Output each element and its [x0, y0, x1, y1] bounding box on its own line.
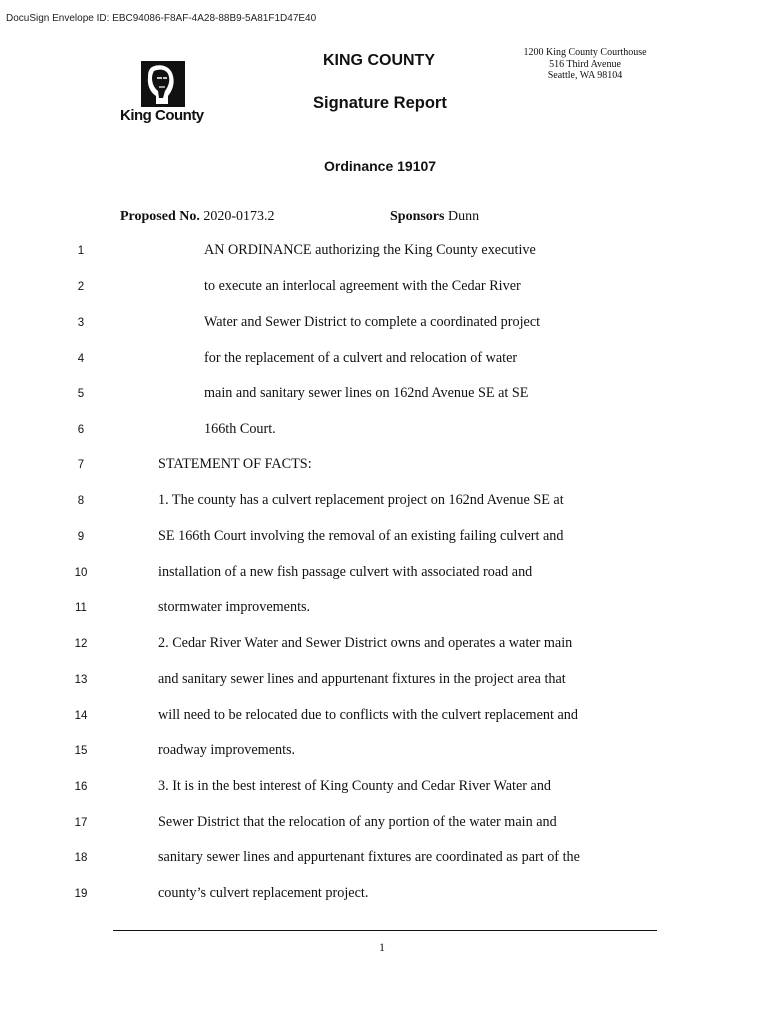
body-line: stormwater improvements.	[158, 599, 311, 615]
line-number: 17	[74, 817, 88, 829]
line-number: 16	[74, 781, 88, 793]
body-line: to execute an interlocal agreement with the Cedar River	[204, 278, 521, 294]
body-line: roadway improvements.	[158, 742, 296, 758]
page-number: 1	[379, 940, 385, 954]
body-line: AN ORDINANCE authorizing the King County executive	[204, 242, 536, 258]
line-number: 3	[77, 317, 85, 329]
footer-divider	[113, 930, 657, 931]
proposed-label: Proposed No.	[120, 209, 200, 224]
body-line: Sewer District that the relocation of any portion of the water main and	[158, 814, 557, 830]
sponsors-value: Dunn	[447, 209, 480, 224]
logo-wordmark: King County	[120, 107, 204, 124]
line-number: 13	[74, 674, 88, 686]
envelope-id: DocuSign Envelope ID: EBC94086-F8AF-4A28-88B9-5A81F1D47E40	[6, 13, 317, 24]
body-line: 2. Cedar River Water and Sewer District owns and operates a water main	[158, 635, 573, 651]
line-number: 18	[74, 852, 88, 864]
body-line: for the replacement of a culvert and relocation of water	[204, 350, 518, 366]
body-line: sanitary sewer lines and appurtenant fixtures are coordinated as part of the	[158, 849, 580, 865]
line-number: 10	[74, 567, 88, 579]
address-line: 1200 King County Courthouse	[523, 47, 647, 58]
body-line: STATEMENT OF FACTS:	[158, 456, 312, 472]
line-number: 12	[74, 638, 88, 650]
line-number: 2	[77, 281, 85, 293]
line-number: 14	[74, 710, 88, 722]
line-number: 4	[77, 353, 85, 365]
sponsors	[390, 209, 479, 225]
line-number: 1	[77, 245, 85, 257]
body-line: installation of a new fish passage culvert with associated road and	[158, 564, 533, 580]
body-line: 1. The county has a culvert replacement project on 162nd Avenue SE at	[158, 492, 564, 508]
body-line: county’s culvert replacement project.	[158, 885, 369, 901]
body-line: and sanitary sewer lines and appurtenant fixtures in the project area that	[158, 671, 566, 687]
line-number: 19	[74, 888, 88, 900]
proposed-number	[120, 209, 275, 225]
line-number: 7	[77, 459, 85, 471]
sponsors-label: Sponsors	[390, 209, 445, 224]
org-title: KING COUNTY	[323, 52, 435, 69]
line-number: 15	[74, 745, 88, 757]
line-number: 5	[77, 388, 85, 400]
line-number: 11	[75, 602, 87, 614]
line-number: 8	[77, 495, 85, 507]
report-title: Signature Report	[313, 94, 447, 112]
proposed-value: 2020-0173.2	[203, 209, 275, 224]
body-line: 3. It is in the best interest of King County and Cedar River Water and	[158, 778, 552, 794]
address-block	[500, 47, 670, 82]
line-number: 9	[77, 531, 85, 543]
body-line: will need to be relocated due to conflicts with the culvert replacement and	[158, 707, 578, 723]
address-line: Seattle, WA 98104	[547, 70, 623, 81]
body-line: main and sanitary sewer lines on 162nd Avenue SE at SE	[204, 385, 529, 401]
body-line: Water and Sewer District to complete a coordinated project	[204, 314, 541, 330]
body-line: SE 166th Court involving the removal of an existing failing culvert and	[158, 528, 564, 544]
address-line: 516 Third Avenue	[549, 58, 621, 70]
line-number: 6	[77, 424, 85, 436]
body-line: 166th Court.	[204, 421, 276, 437]
ordinance-title: Ordinance 19107	[324, 158, 437, 174]
